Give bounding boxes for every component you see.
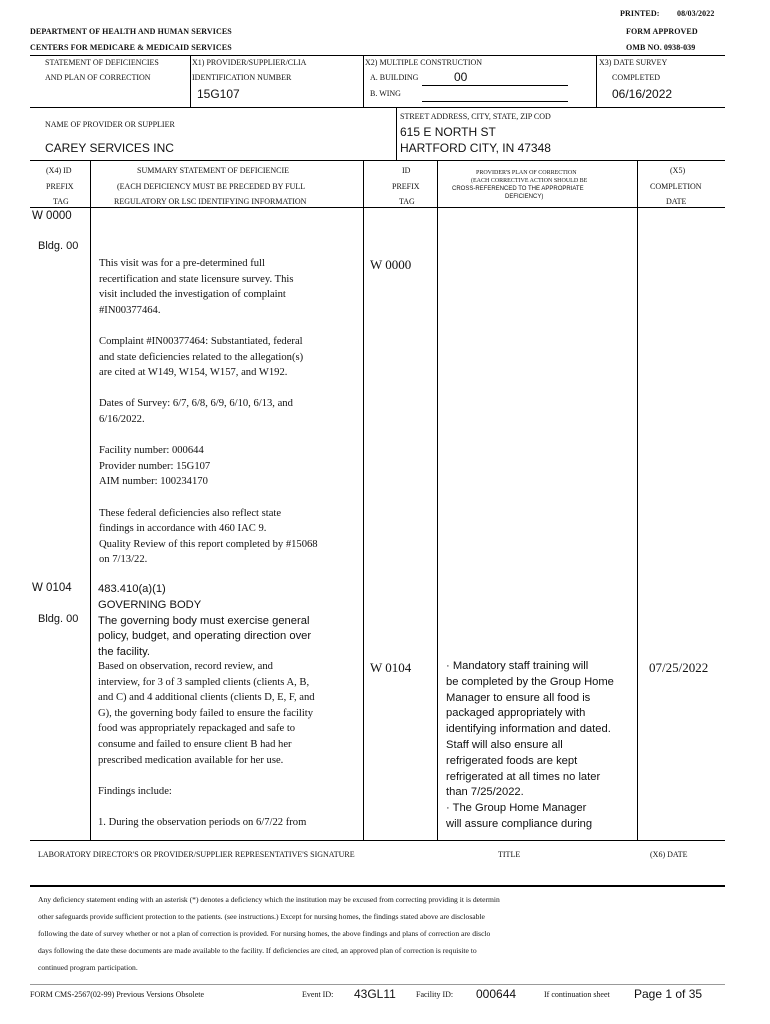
plan-line: · The Group Home Manager <box>446 802 587 815</box>
col-id-3: TAG <box>399 197 415 206</box>
footer-rule <box>30 984 725 985</box>
col-summary-3: REGULATORY OR LSC IDENTIFYING INFORMATION <box>114 197 307 206</box>
col-rule-3 <box>437 161 438 841</box>
entry-plan-2 <box>446 659 636 833</box>
plan-line: Manager to ensure all food is <box>446 691 591 704</box>
entry-bldg-2: Bldg. 00 <box>38 613 79 625</box>
col-id-1: ID <box>402 166 411 175</box>
provider-name-label: NAME OF PROVIDER OR SUPPLIER <box>45 120 175 129</box>
plan-line: identifying information and dated. <box>446 723 611 736</box>
plan-line: than 7/25/2022. <box>446 786 524 799</box>
summary-line <box>99 428 361 444</box>
columns-top-rule <box>30 160 725 161</box>
facility-id-value: 000644 <box>476 987 517 1001</box>
building-underline <box>422 85 568 86</box>
x3-label-2: COMPLETED <box>612 73 660 82</box>
col-rule-4 <box>637 161 638 841</box>
columns-bottom-rule <box>30 840 725 841</box>
plan-line: refrigerated foods are kept <box>446 754 578 767</box>
entry-completion-2: 07/25/2022 <box>649 660 709 675</box>
disclaimer-line: days following the date these documents are made available to the facility. If deficiencies are cited, an approved plan of correction is requisite to <box>38 946 477 955</box>
summary-line: G), the governing body failed to ensure the facility <box>98 707 314 719</box>
continuation-label: If continuation sheet <box>544 990 610 999</box>
entry-summary-2-heading <box>98 582 360 661</box>
provider-divider <box>396 108 397 160</box>
x3-label-1: X3) DATE SURVEY <box>599 58 668 67</box>
event-id-label: Event ID: <box>302 990 334 999</box>
divider-x2 <box>363 55 364 107</box>
summary-line <box>98 799 360 815</box>
disclaimer-line: following the date of survey whether or not a plan of correction is provided. For nursing homes, the above findings and plans of correction are disclo <box>38 929 491 938</box>
columns-header-rule <box>30 207 725 208</box>
provider-name-value: CAREY SERVICES INC <box>45 141 174 155</box>
summary-line: Facility number: 000644 <box>99 445 204 457</box>
col-id-2: PREFIX <box>392 182 420 191</box>
street-value: 615 E NORTH ST <box>400 125 496 139</box>
printed-date: 08/03/2022 <box>677 9 715 18</box>
department-name: DEPARTMENT OF HEALTH AND HUMAN SERVICES <box>30 27 232 36</box>
entry-tag-2: W 0104 <box>32 582 72 594</box>
form-approved: FORM APPROVED <box>626 27 698 36</box>
entry-id-tag-1: W 0000 <box>370 257 412 272</box>
summary-line: The governing body must exercise general <box>98 614 310 627</box>
col-x4-2: PREFIX <box>46 182 74 191</box>
plan-line: · Mandatory staff training will <box>446 660 589 672</box>
divider-x1 <box>190 55 191 107</box>
summary-line: Findings include: <box>98 785 172 797</box>
summary-line: prescribed medication available for her use. <box>98 754 284 766</box>
col-plan-2: (EACH CORRECTIVE ACTION SHOULD BE <box>471 178 588 184</box>
col-plan-1: PROVIDER'S PLAN OF CORRECTION <box>476 170 577 176</box>
summary-line: are cited at W149, W154, W157, and W192. <box>99 367 288 379</box>
summary-line: interview, for 3 of 3 sampled clients (clients A, B, <box>98 676 310 688</box>
summary-line: Provider number: 15G107 <box>99 460 211 472</box>
signature-date: (X6) DATE <box>650 850 688 859</box>
summary-line: 1. During the observation periods on 6/7/22 from <box>98 816 307 828</box>
disclaimer-line: continued program participation. <box>38 963 138 972</box>
col-rule-1 <box>90 161 91 841</box>
plan-line: Staff will also ensure all <box>446 738 563 751</box>
header-top-rule <box>30 55 725 56</box>
summary-line: This visit was for a pre-determined full <box>99 258 265 269</box>
summary-line <box>99 490 361 506</box>
col-summary-2: (EACH DEFICIENCY MUST BE PRECEDED BY FULL <box>117 182 306 191</box>
entry-bldg-1: Bldg. 00 <box>38 240 79 252</box>
col-rule-2 <box>363 161 364 841</box>
facility-id-label: Facility ID: <box>416 990 454 999</box>
signature-label: LABORATORY DIRECTOR'S OR PROVIDER/SUPPLIER REPRESENTATIVE'S SIGNATURE <box>38 850 355 859</box>
summary-line: 483.410(a)(1) <box>98 583 166 595</box>
wing-label: B. WING <box>370 89 401 98</box>
summary-line: food was appropriately repackaged and safe to <box>98 723 296 735</box>
col-x5-2: COMPLETION <box>650 182 702 191</box>
col-plan-3: CROSS-REFERENCED TO THE APPROPRIATE <box>452 186 584 192</box>
plan-line: be completed by the Group Home <box>446 675 614 688</box>
entry-tag-1: W 0000 <box>32 210 72 222</box>
statement-label-1: STATEMENT OF DEFICIENCIES <box>45 58 159 67</box>
disclaimer-line: Any deficiency statement ending with an asterisk (*) denotes a deficiency which the institution may be excused from correcting providing it is determin <box>38 895 500 904</box>
summary-line: Based on observation, record review, and <box>98 661 273 672</box>
summary-line: findings in accordance with 460 IAC 9. <box>99 523 267 535</box>
col-plan-4: DEFICIENCY) <box>505 194 544 200</box>
header-mid-rule <box>30 107 725 108</box>
summary-line: recertification and state licensure survey. This <box>99 273 294 285</box>
divider-x3 <box>596 55 597 107</box>
survey-date-value: 06/16/2022 <box>612 87 673 101</box>
x1-label-2: IDENTIFICATION NUMBER <box>192 73 292 82</box>
summary-line: policy, budget, and operating direction over <box>98 630 312 643</box>
x1-label-1: X1) PROVIDER/SUPPLIER/CLIA <box>192 58 307 67</box>
summary-line: Quality Review of this report completed by #15068 <box>99 538 318 550</box>
x2-label: X2) MULTIPLE CONSTRUCTION <box>365 58 483 67</box>
address-label: STREET ADDRESS, CITY, STATE, ZIP COD <box>400 112 551 121</box>
signature-title: TITLE <box>498 850 521 859</box>
summary-line: visit included the investigation of complaint <box>99 289 286 301</box>
entry-summary-1 <box>99 256 361 568</box>
col-x4-3: TAG <box>53 197 69 206</box>
form-number: FORM CMS-2567(02-99) Previous Versions Obsolete <box>30 990 205 999</box>
summary-line <box>98 768 360 784</box>
signature-rule <box>30 885 725 887</box>
summary-line: AIM number: 100234170 <box>99 476 208 488</box>
summary-line: Dates of Survey: 6/7, 6/8, 6/9, 6/10, 6/13, and <box>99 398 293 410</box>
provider-id-value: 15G107 <box>197 87 240 101</box>
printed-label: PRINTED: <box>620 9 660 18</box>
omb-number: OMB NO. 0938-039 <box>626 43 696 52</box>
summary-line: Complaint #IN00377464: Substantiated, federal <box>99 335 303 347</box>
event-id-value: 43GL11 <box>354 987 396 1001</box>
disclaimer <box>38 891 728 976</box>
statement-label-2: AND PLAN OF CORRECTION <box>45 73 151 82</box>
entry-id-tag-2: W 0104 <box>370 660 412 675</box>
entry-summary-2-body <box>98 659 360 831</box>
summary-line: and state deficiencies related to the allegation(s) <box>99 351 304 363</box>
summary-line: and C) and 4 additional clients (clients D, E, F, and <box>98 692 315 704</box>
page-number: Page 1 of 35 <box>634 987 703 1001</box>
summary-line: the facility. <box>98 646 151 659</box>
col-x4-1: (X4) ID <box>46 166 72 175</box>
summary-line: #IN00377464. <box>99 304 161 316</box>
summary-line: on 7/13/22. <box>99 554 148 566</box>
summary-line: These federal deficiencies also reflect state <box>99 507 282 519</box>
summary-line <box>99 318 361 334</box>
plan-line: refrigerated at all times no later <box>446 770 601 783</box>
centers-name: CENTERS FOR MEDICARE & MEDICAID SERVICES <box>30 43 232 52</box>
plan-line: will assure compliance during <box>446 817 593 830</box>
summary-line: consume and failed to ensure client B had her <box>98 738 292 750</box>
plan-line: packaged appropriately with <box>446 707 586 720</box>
building-value: 00 <box>454 70 468 84</box>
col-x5-1: (X5) <box>670 166 686 175</box>
col-x5-3: DATE <box>666 197 687 206</box>
disclaimer-line: other safeguards provide sufficient protection to the patients. (see instructions.) Except for nursing homes, the findings stated above are disclosable <box>38 912 485 921</box>
summary-line: GOVERNING BODY <box>98 598 202 611</box>
col-summary-1: SUMMARY STATEMENT OF DEFICIENCIE <box>137 166 290 175</box>
summary-line <box>99 381 361 397</box>
city-value: HARTFORD CITY, IN 47348 <box>400 141 551 155</box>
summary-line: 6/16/2022. <box>99 413 145 425</box>
wing-underline <box>422 101 568 102</box>
building-label: A. BUILDING <box>370 73 419 82</box>
